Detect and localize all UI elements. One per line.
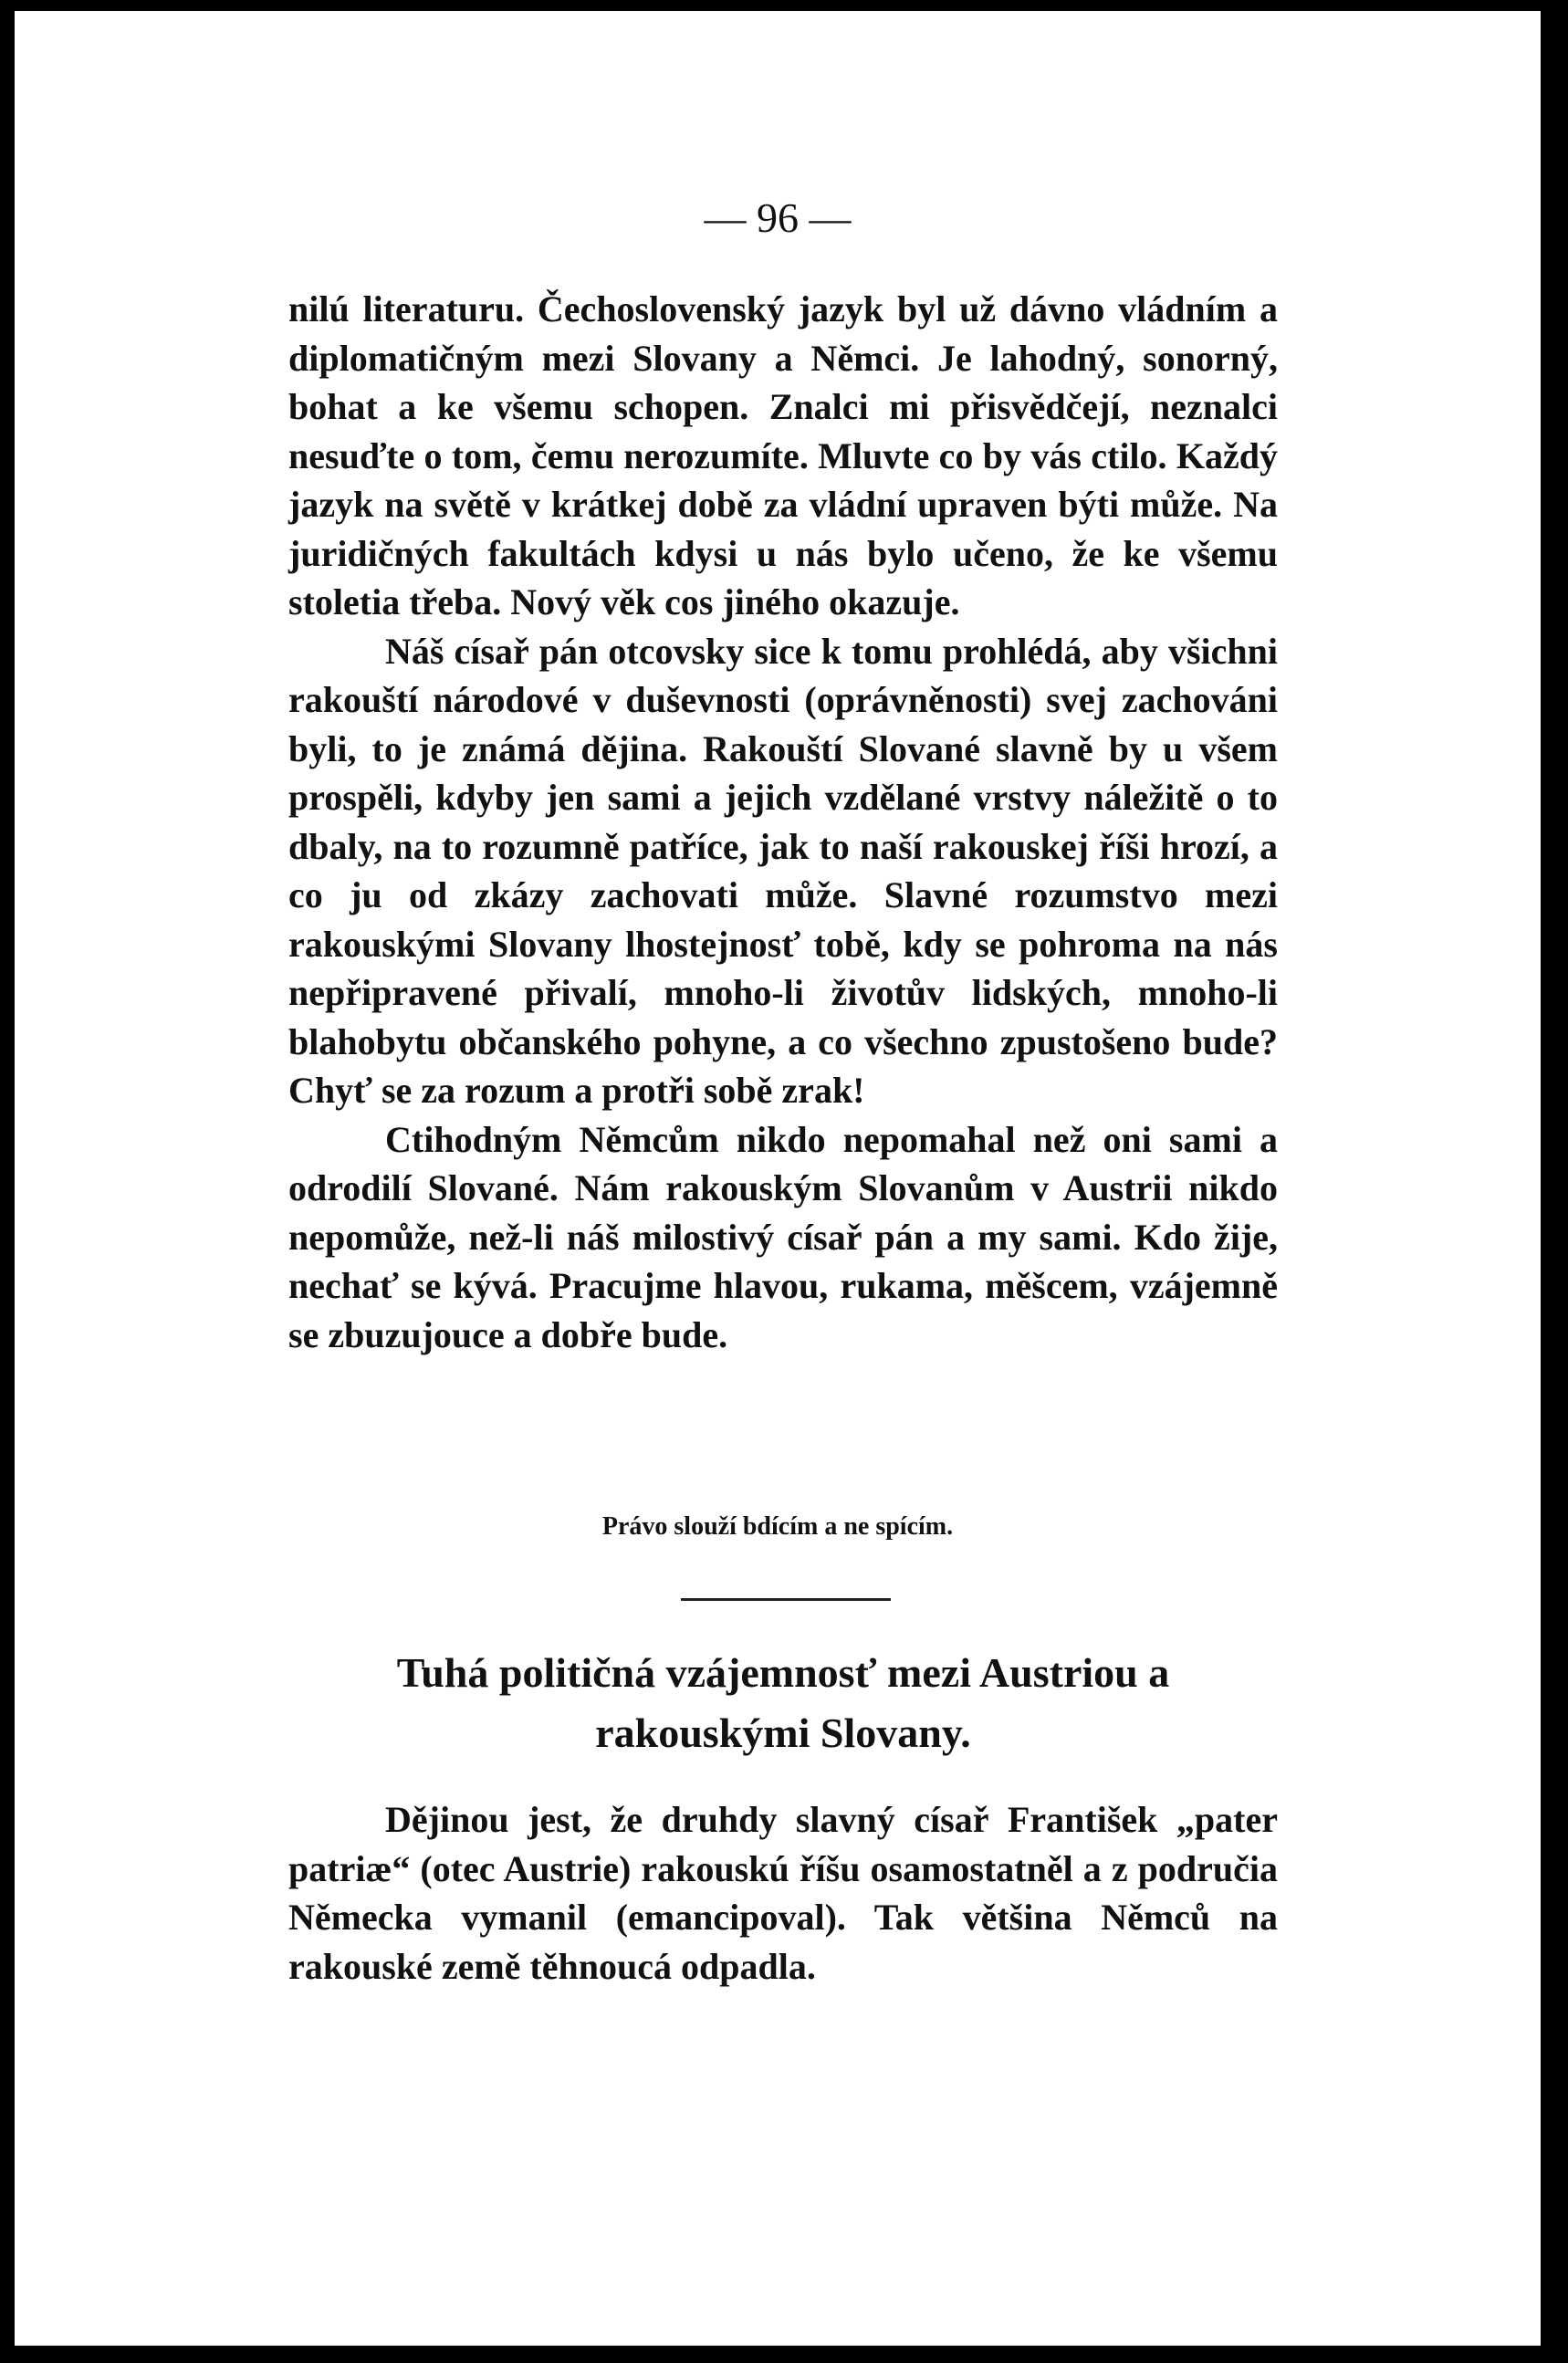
proverb: Právo slouží bdícím a ne spícím. bbox=[601, 1512, 954, 1541]
paragraph: Dějinou jest, že druhdy slavný císař František „pater patriæ“ (otec Austrie) rakouskú říšu osamostatněl a z područia Německa vymanil (emancipoval). Tak většina Němců na rakouské země těhnoucá odpadla. bbox=[288, 1799, 1278, 1987]
body-text-bottom bbox=[288, 1795, 1278, 1991]
body-text-top bbox=[288, 285, 1278, 1359]
paragraph: Náš císař pán otcovsky sice k tomu prohlédá, aby všichni rakouští národové v duševnosti (oprávněnosti) svej zachováni byli, to je známá dějina. Rakouští Slované slavně by u všem prospěli, kdyby jen sami a jejich vzdělané vrstvy náležitě o to dbaly, na to rozumně patříce, jak to naší rakouskej říši hrozí, a co ju od zkázy zachovati může. Slavné rozumstvo mezi rakouskými Slovany lhostejnosť tobě, kdy se pohroma na nás nepřipravené přivalí, mnoho-li životův lidských, mnoho-li blahobytu občanského pohyne, a co všechno zpustošeno bude? Chyť se za rozum a protři sobě zrak! bbox=[288, 630, 1278, 1111]
paragraph: nilú literaturu. Čechoslovenský jazyk byl už dávno vládním a diplomatičným mezi Slovany a Němci. Je lahodný, sonorný, bohat a ke všemu schopen. Znalci mi přisvědčejí, neznalci nesuďte o tom, čemu nerozumíte. Mluvte co by vás ctilo. Každý jazyk na světě v krátkej době za vládní upraven býti může. Na juridičných fakultách kdysi u nás bylo učeno, že ke všemu stoletia třeba. Nový věk cos jiného okazuje. bbox=[288, 288, 1278, 622]
paragraph: Ctihodným Němcům nikdo nepomahal než oni sami a odrodilí Slované. Nám rakouským Slovanům v Austrii nikdo nepomůže, než-li náš milostivý císař pán a my sami. Kdo žije, nechať se kývá. Pracujme hlavou, rukama, měšcem, vzájemně se zbuzujouce a dobře bude. bbox=[288, 1118, 1278, 1355]
page-number: — 96 — bbox=[704, 194, 852, 241]
section-heading: Tuhá političná vzájemnosť mezi Austriou a rakouskými Slovany. bbox=[396, 1649, 1170, 1756]
book-page bbox=[15, 11, 1541, 2346]
section-divider bbox=[681, 1598, 891, 1601]
